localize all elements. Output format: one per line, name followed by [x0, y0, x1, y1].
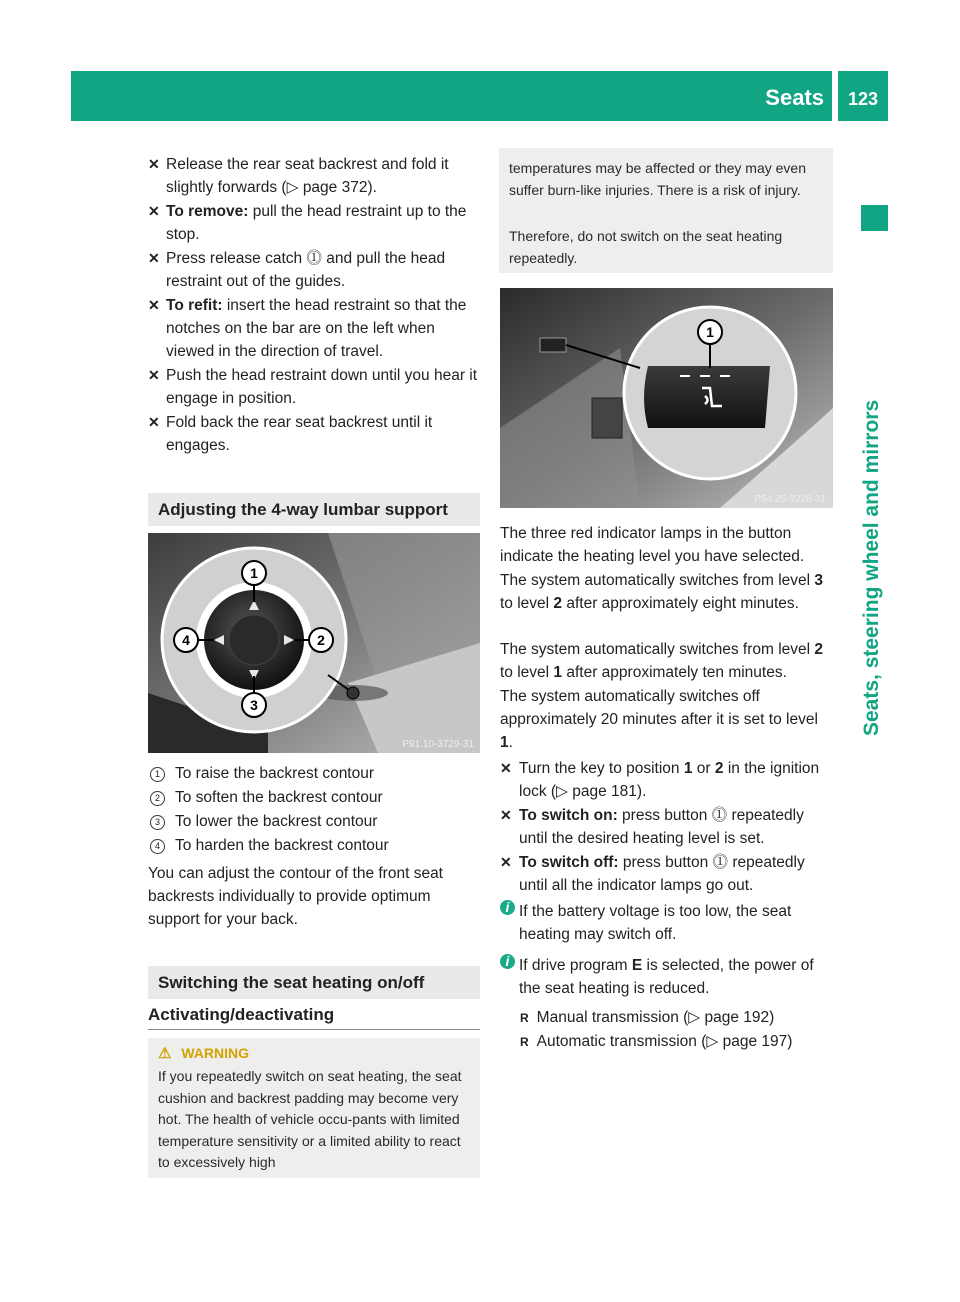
- callout-3: 3: [250, 697, 258, 713]
- bullet-item: R Automatic transmission (▷ page 197): [520, 1033, 793, 1050]
- step-item: [148, 294, 483, 363]
- step-item: [148, 247, 483, 293]
- step-item: [500, 757, 835, 803]
- step-text: To switch on: press button ⓵ repeatedly until the desired heating level is set.: [519, 807, 804, 847]
- warning-box: [148, 1038, 480, 1178]
- subheading: Activating/deactivating: [148, 1005, 335, 1024]
- step-marker-icon: ✕: [148, 297, 160, 313]
- legend-text: To soften the backrest contour: [175, 789, 383, 806]
- step-marker-icon: ✕: [500, 807, 512, 823]
- subheading-rule: [148, 1029, 480, 1030]
- paragraph-switch-off: The system automatically switches off approximately 20 minutes after it is set to level 1.: [500, 688, 818, 751]
- warning-text: If you repeatedly switch on seat heating, the seat cushion and backrest padding may become very hot. The health of vehicle occu-pants with limited temperature sensitivity or a limited ability to react to excessively high: [158, 1068, 462, 1170]
- lumbar-support-image: [148, 533, 480, 753]
- paragraph-level3: The system automatically switches from level 3 to level 2 after approximately eight minutes.: [500, 572, 824, 612]
- step-text: [166, 294, 483, 363]
- section-heading-heating: [148, 966, 480, 999]
- header-bar: [71, 71, 833, 121]
- step-item: [148, 411, 483, 457]
- page-number: 123: [847, 89, 879, 109]
- section-heading-lumbar: [148, 493, 480, 526]
- sidebar-label: Seats, steering wheel and mirrors: [860, 399, 883, 736]
- callout-4: 4: [182, 632, 190, 648]
- legend-text: To raise the backrest contour: [175, 765, 375, 782]
- section-heading-text: Switching the seat heating on/off: [158, 973, 425, 992]
- callout-1: 1: [250, 565, 258, 581]
- legend-number: 1: [150, 767, 165, 782]
- warning-continuation-box: [499, 148, 833, 273]
- step-text: Turn the key to position 1 or 2 in the ignition lock (▷ page 181).: [519, 760, 820, 800]
- warning-cont-text-2: Therefore, do not switch on the seat heating repeatedly.: [509, 228, 783, 266]
- warning-title-row: [158, 1044, 249, 1062]
- legend-text: To lower the backrest contour: [175, 813, 378, 830]
- section-heading-text: Adjusting the 4-way lumbar support: [158, 500, 448, 519]
- step-bold: To remove:: [166, 203, 249, 220]
- info-note: [500, 900, 835, 946]
- info-text: If drive program E is selected, the power of the seat heating is reduced.: [519, 957, 814, 997]
- legend-text: To harden the backrest contour: [175, 837, 389, 854]
- lumbar-paragraph: You can adjust the contour of the front seat backrests individually to provide optimum support for your back.: [148, 865, 443, 928]
- info-icon: i: [500, 900, 515, 915]
- warning-title: WARNING: [181, 1045, 250, 1061]
- legend-number: 3: [150, 815, 165, 830]
- bullet-icon: R: [520, 1035, 529, 1049]
- step-marker-icon: ✕: [500, 760, 512, 776]
- sidebar-tab: [861, 205, 888, 231]
- step-text: Release the rear seat backrest and fold it slightly forwards (▷ page 372).: [166, 156, 449, 196]
- bullet-icon: R: [520, 1011, 529, 1025]
- paragraph-indicator: The three red indicator lamps in the button indicate the heating level you have selected.: [500, 525, 805, 565]
- step-marker-icon: ✕: [148, 414, 160, 430]
- step-body: insert the head restraint so that the notches on the bar are on the left when viewed in the direction of travel.: [166, 297, 467, 360]
- callout-2: 2: [317, 632, 325, 648]
- step-marker-icon: ✕: [148, 203, 160, 219]
- step-marker-icon: ✕: [148, 250, 160, 266]
- legend-item: [148, 786, 383, 809]
- step-item: [500, 804, 835, 850]
- legend-number: 4: [150, 839, 165, 854]
- header-title: Seats: [765, 85, 824, 110]
- info-text: If the battery voltage is too low, the seat heating may switch off.: [519, 903, 792, 943]
- step-marker-icon: ✕: [148, 156, 160, 172]
- paragraph-level2: The system automatically switches from level 2 to level 1 after approximately ten minutes.: [500, 641, 824, 681]
- warning-cont-text: temperatures may be affected or they may even suffer burn-like injuries. There is a risk of injury.: [509, 160, 807, 198]
- step-item: [500, 851, 835, 897]
- step-item: [148, 200, 483, 246]
- seat-heating-button-image: [500, 288, 833, 508]
- warning-icon: ⚠: [158, 1045, 172, 1062]
- step-text: Press release catch ⓵ and pull the head restraint out of the guides.: [166, 250, 446, 290]
- legend-number: 2: [150, 791, 165, 806]
- image-code: P54.25-9228-31: [754, 494, 826, 505]
- info-note: [500, 954, 835, 1000]
- step-text: Fold back the rear seat backrest until it engages.: [166, 414, 433, 454]
- step-marker-icon: ✕: [148, 367, 160, 383]
- step-marker-icon: ✕: [500, 854, 512, 870]
- bullet-item: R Manual transmission (▷ page 192): [520, 1009, 775, 1026]
- step-text: Push the head restraint down until you hear it engage in position.: [166, 367, 478, 407]
- legend-item: [148, 810, 377, 833]
- step-item: [148, 364, 483, 410]
- step-bold: To refit:: [166, 297, 223, 314]
- step-text: [166, 200, 483, 246]
- image-code: P91.10-3729-31: [402, 739, 474, 750]
- step-text: To switch off: press button ⓵ repeatedly until all the indicator lamps go out.: [519, 854, 805, 894]
- legend-item: [148, 762, 374, 785]
- info-icon: i: [500, 954, 515, 969]
- step-item: [148, 153, 483, 199]
- callout-1: 1: [706, 324, 714, 340]
- step-body: pull the head restraint up to the stop.: [166, 203, 467, 243]
- header-divider: [832, 71, 834, 121]
- legend-item: [148, 834, 389, 857]
